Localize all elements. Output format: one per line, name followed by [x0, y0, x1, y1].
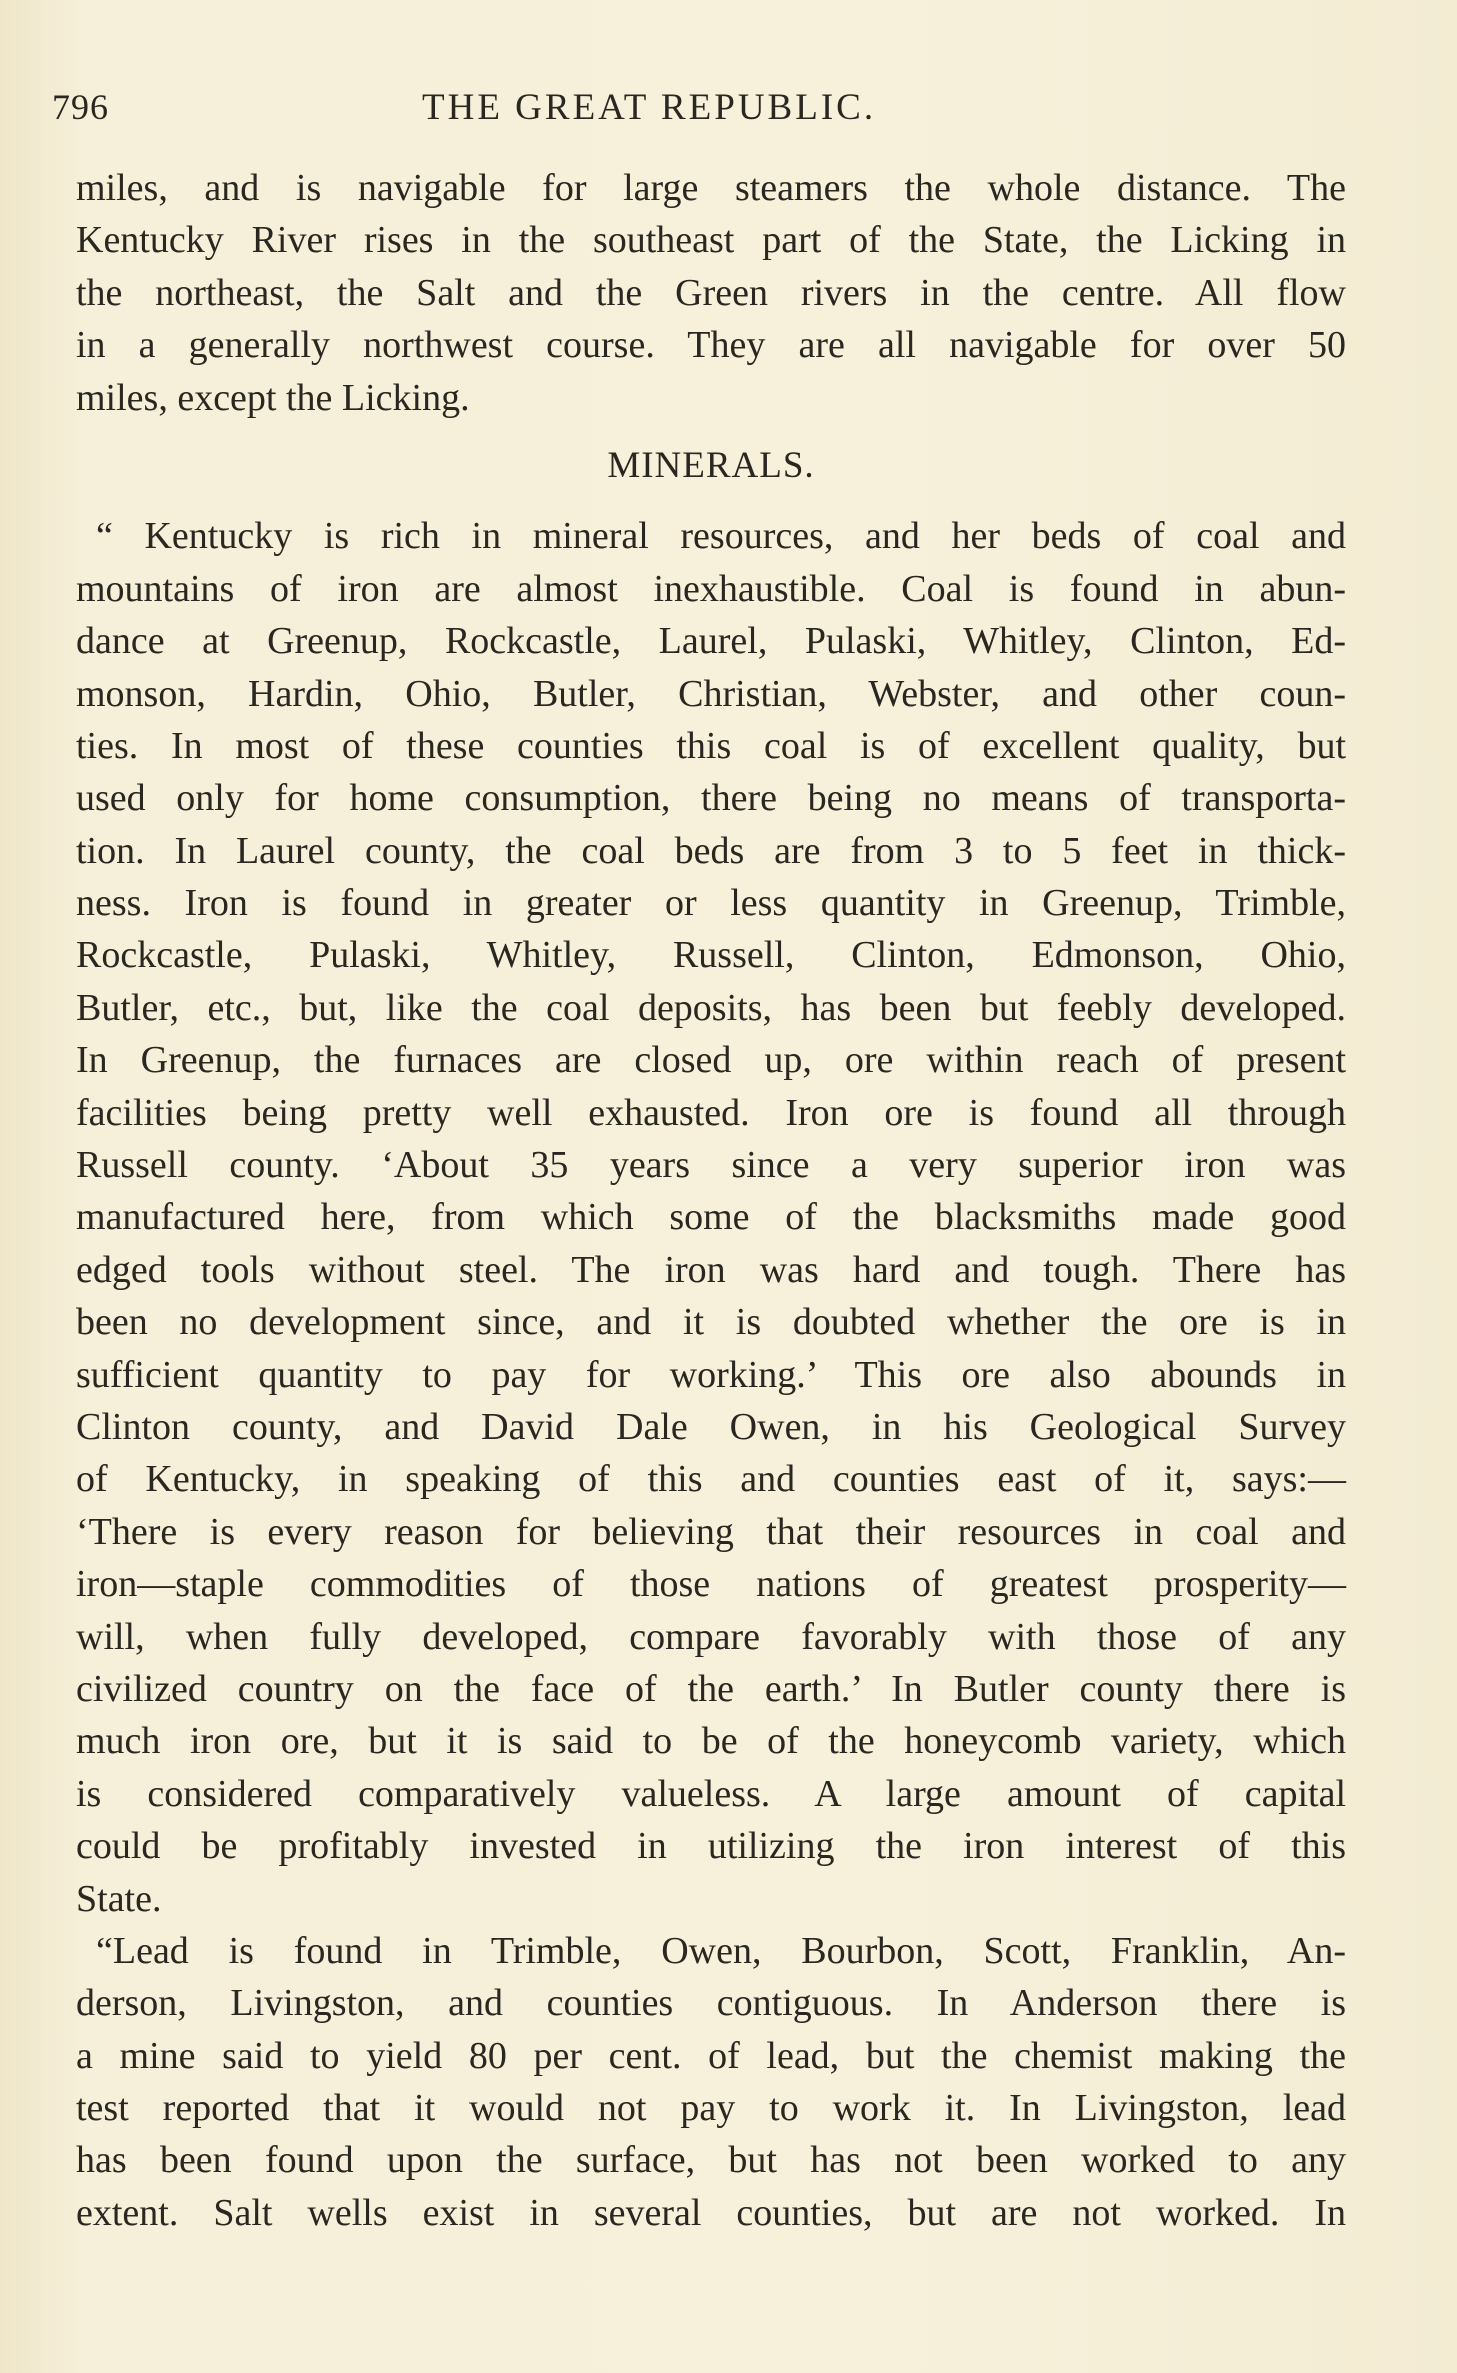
text-line: miles, except the Licking.: [76, 376, 470, 419]
text-line: been no development since, and it is doubted whether the ore is in: [76, 1301, 1346, 1344]
text-line: Rockcastle, Pulaski, Whitley, Russell, Clinton, Edmonson, Ohio,: [76, 934, 1346, 977]
text-line: miles, and is navigable for large steamers the whole distance. The: [76, 167, 1346, 209]
text-line: could be profitably invested in utilizing the iron interest of this: [76, 1825, 1346, 1868]
text-line: Kentucky River rises in the southeast part of the State, the Licking in: [76, 219, 1346, 262]
text-line: iron—staple commodities of those nations of greatest prosperity—: [76, 1563, 1346, 1606]
text-line: much iron ore, but it is said to be of the honeycomb variety, which: [76, 1720, 1346, 1763]
page-number: 796: [52, 87, 109, 127]
text-line: test reported that it would not pay to work it. In Livingston, lead: [76, 2087, 1346, 2130]
text-line: Russell county. ‘About 35 years since a very superior iron was: [76, 1144, 1346, 1187]
text-line: Clinton county, and David Dale Owen, in his Geological Survey: [76, 1405, 1346, 1448]
paragraph-coal-iron: [76, 510, 1346, 1925]
text-line: ness. Iron is found in greater or less quantity in Greenup, Trimble,: [76, 882, 1346, 925]
text-line: In Greenup, the furnaces are closed up, ore within reach of present: [76, 1039, 1346, 1082]
text-line: the northeast, the Salt and the Green rivers in the centre. All flow: [76, 271, 1346, 314]
text-line: has been found upon the surface, but has not been worked to any: [76, 2139, 1346, 2182]
text-line: “Lead is found in Trimble, Owen, Bourbon, Scott, Franklin, An-: [96, 1929, 1346, 1972]
text-line: used only for home consumption, there being no means of transporta-: [76, 777, 1346, 820]
paragraph-lead-salt: [76, 1925, 1346, 2239]
text-line: mountains of iron are almost inexhaustible. Coal is found in abun-: [76, 567, 1346, 610]
paragraph-rivers: [76, 162, 1346, 424]
text-line: a mine said to yield 80 per cent. of lead, but the chemist making the: [76, 2034, 1346, 2077]
text-line: ‘There is every reason for believing that their resources in coal and: [76, 1510, 1346, 1553]
text-line: State.: [76, 1877, 162, 1920]
section-heading: MINERALS.: [607, 444, 815, 486]
text-line: “ Kentucky is rich in mineral resources, and her beds of coal and: [96, 515, 1346, 558]
text-line: civilized country on the face of the earth.’ In Butler county there is: [76, 1667, 1346, 1710]
text-line: extent. Salt wells exist in several counties, but are not worked. In: [76, 2191, 1346, 2234]
page-header: [52, 86, 1352, 146]
text-line: dance at Greenup, Rockcastle, Laurel, Pulaski, Whitley, Clinton, Ed-: [76, 620, 1346, 663]
text-line: is considered comparatively valueless. A large amount of capital: [76, 1772, 1346, 1815]
text-line: in a generally northwest course. They are all navigable for over 50: [76, 324, 1346, 367]
text-line: manufactured here, from which some of the blacksmiths made good: [76, 1196, 1346, 1239]
text-line: of Kentucky, in speaking of this and counties east of it, says:—: [76, 1458, 1346, 1501]
text-line: ties. In most of these counties this coal is of excellent quality, but: [76, 724, 1346, 767]
text-line: monson, Hardin, Ohio, Butler, Christian, Webster, and other coun-: [76, 672, 1346, 715]
text-line: sufficient quantity to pay for working.’ This ore also abounds in: [76, 1353, 1346, 1396]
text-line: derson, Livingston, and counties contiguous. In Anderson there is: [76, 1982, 1346, 2025]
running-head: THE GREAT REPUBLIC.: [422, 87, 877, 128]
text-line: Butler, etc., but, like the coal deposits, has been but feebly developed.: [76, 986, 1346, 1029]
text-line: tion. In Laurel county, the coal beds are from 3 to 5 feet in thick-: [76, 829, 1346, 872]
text-line: will, when fully developed, compare favorably with those of any: [76, 1615, 1346, 1658]
body-text: [76, 162, 1346, 2239]
text-line: facilities being pretty well exhausted. Iron ore is found all through: [76, 1091, 1346, 1134]
text-line: edged tools without steel. The iron was hard and tough. There has: [76, 1248, 1346, 1291]
